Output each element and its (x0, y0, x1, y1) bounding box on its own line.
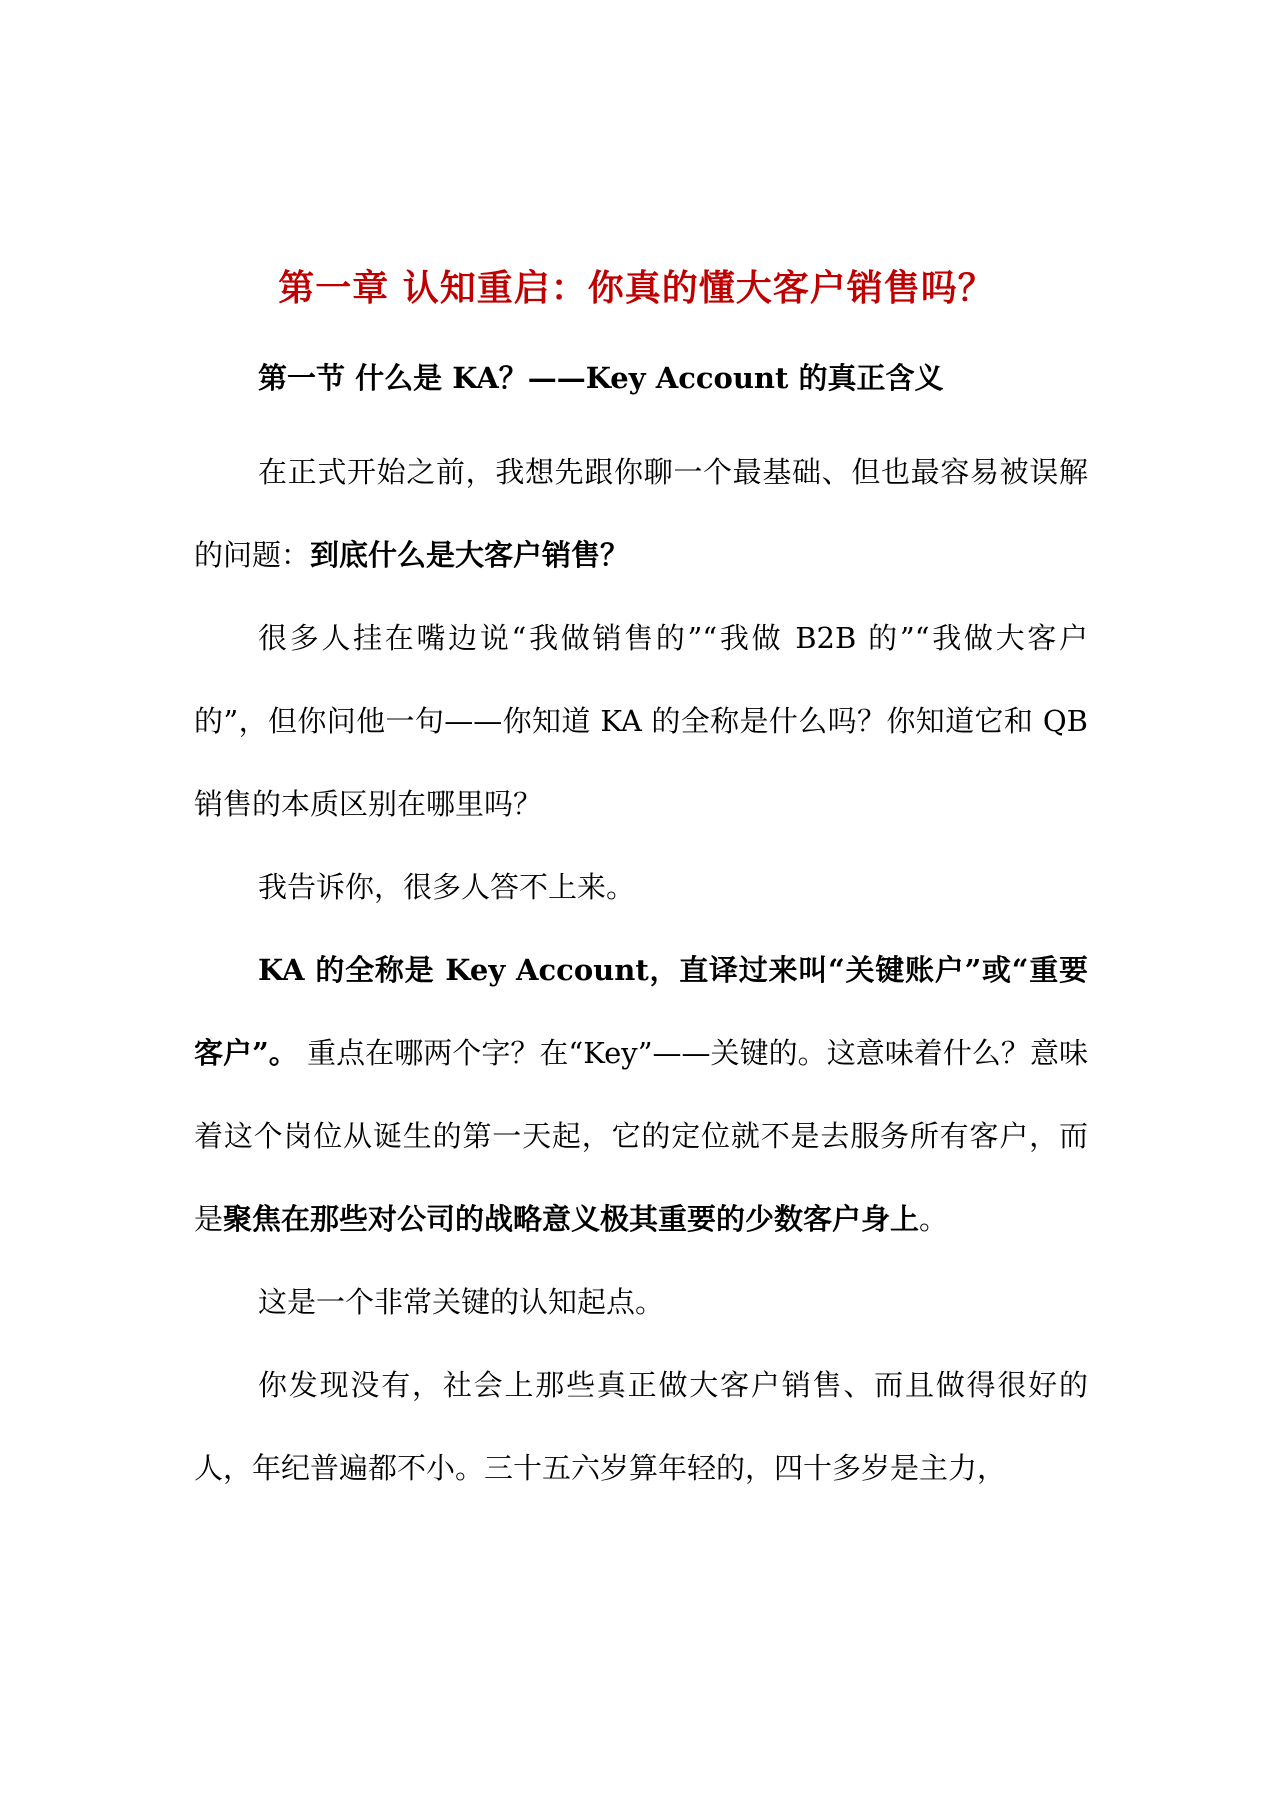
section-title: 第一节 什么是 KA？——Key Account 的真正含义 (258, 361, 944, 395)
paragraph-6-text: 你发现没有，社会上那些真正做大客户销售、而且做得很好的人，年纪普遍都不小。三十五六岁算年轻的，四十多岁是主力， (194, 1368, 1088, 1485)
paragraph-4-bold: KA 的全称是 Key Account，直译过来叫“关键账户”或“重要客户”。 (194, 953, 1088, 1070)
paragraph-2 (194, 597, 1088, 846)
body-text (194, 431, 1088, 1510)
paragraph-4-bold-2: 聚焦在那些对公司的战略意义极其重要的少数客户身上 (223, 1202, 920, 1236)
paragraph-1-bold: 到底什么是大客户销售？ (310, 538, 630, 572)
paragraph-5 (194, 1261, 1088, 1344)
paragraph-4-text-1: 重点在哪两个字？在“Key”——关键的。这意味着什么？意味着这个岗位从诞生的第一天起，它的定位就不是去服务所有客户，而是 (194, 1036, 1088, 1236)
paragraph-2-text: 很多人挂在嘴边说“我做销售的”“我做 B2B 的”“我做大客户的”，但你问他一句——你知道 KA 的全称是什么吗？你知道它和 QB 销售的本质区别在哪里吗？ (194, 621, 1088, 821)
paragraph-1-text: 在正式开始之前，我想先跟你聊一个最基础、但也最容易被误解的问题： (194, 455, 1088, 572)
chapter-title: 第一章 认知重启：你真的懂大客户销售吗？ (278, 267, 995, 309)
paragraph-6 (194, 1344, 1088, 1510)
paragraph-4 (194, 929, 1088, 1261)
paragraph-3-text: 我告诉你，很多人答不上来。 (258, 870, 636, 904)
paragraph-1 (194, 431, 1088, 597)
paragraph-5-text: 这是一个非常关键的认知起点。 (258, 1285, 665, 1319)
paragraph-3 (194, 846, 1088, 929)
paragraph-4-text-2: 。 (919, 1202, 949, 1236)
